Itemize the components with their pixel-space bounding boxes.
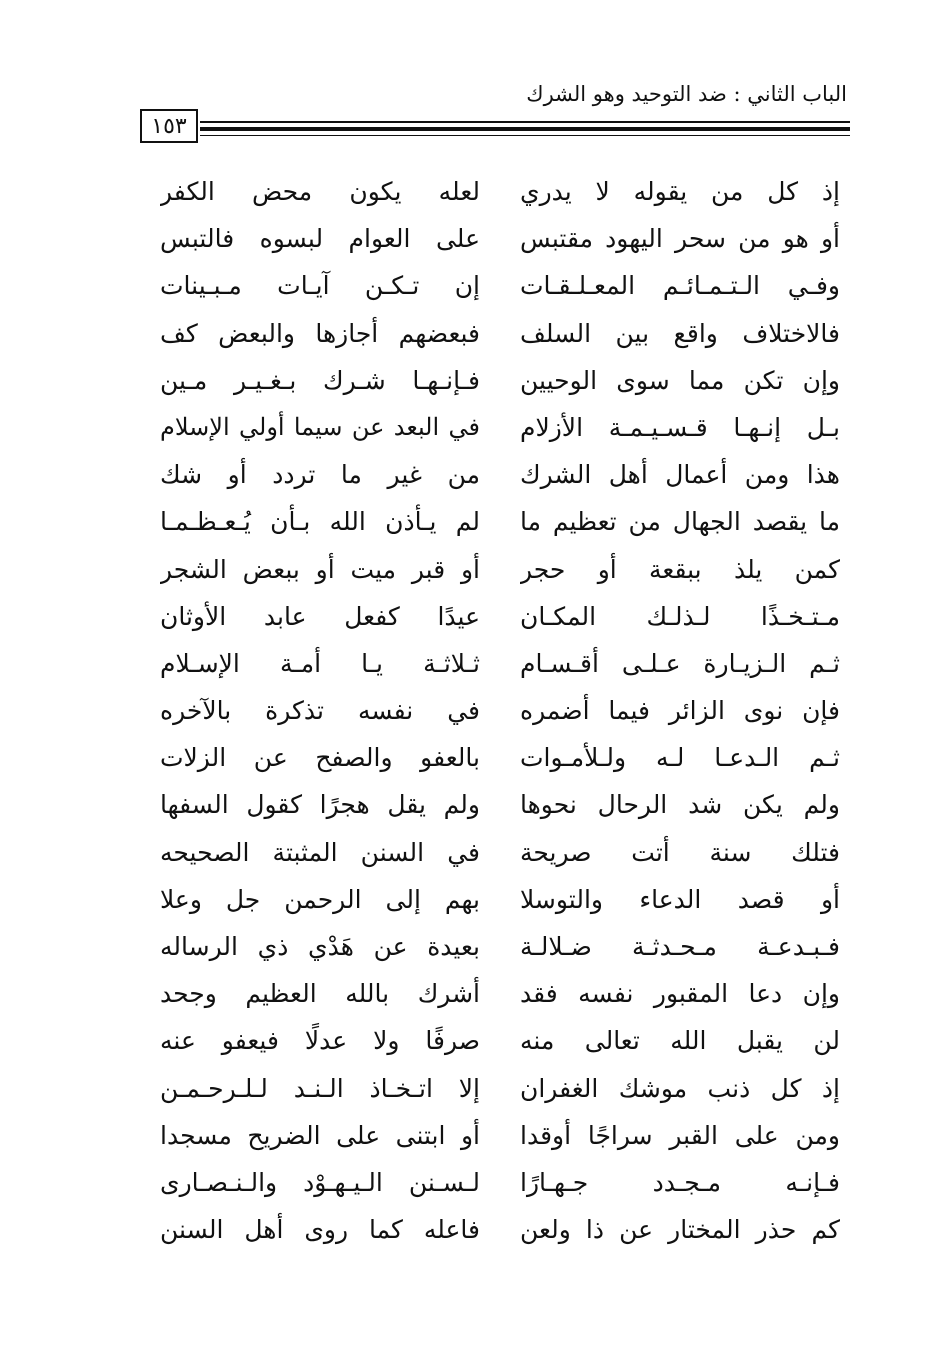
verse-first-hemistich: ولم يكن شد الرحال نحوها: [520, 790, 840, 820]
verse-first-hemistich: ثـم الـدعـا لـه ولـلأمـوات: [520, 743, 840, 773]
verse-first-hemistich: كمن يلذ ببقعة أو حجر: [520, 554, 840, 584]
verse-second-hemistich: بعيدة عن هَدْي ذي الرساله: [160, 932, 480, 961]
verse-second-hemistich: في السنن المثبتة الصحيحه: [160, 837, 480, 867]
verse-second-hemistich: إلا اتـخـاذ الـنـد لـلـرحـمـن: [160, 1073, 480, 1103]
verse-first-hemistich: إذ كل ذنب موشك الغفران: [520, 1073, 840, 1103]
verse-first-hemistich: أو قصد الدعاء والتوسلا: [520, 884, 840, 914]
verse-first-hemistich: ثـم الـزيـارة عـلـى أقـسـام: [520, 648, 840, 678]
verse-first-hemistich: ما يقصد الجهال من تعظيم ما: [520, 507, 840, 537]
verse-second-hemistich: ولم يقل هجرًا كقول السفها: [160, 790, 480, 820]
verse-first-hemistich: وإن دعا المقبور نفسه فقد: [520, 979, 840, 1009]
page-number: ١٥٣: [140, 109, 198, 143]
verse-row: [150, 404, 850, 451]
verse-second-hemistich: بالعفو والصفح عن الزلات: [160, 743, 480, 773]
verse-row: [150, 262, 850, 309]
verse-second-hemistich: لعله يكون محض الكفر: [160, 177, 480, 206]
verse-row: [150, 546, 850, 593]
verse-row: [150, 215, 850, 262]
verse-second-hemistich: فاعله كما روى أهل السنن: [160, 1215, 480, 1245]
verse-first-hemistich: أو هو من سحر اليهود مقتبس: [520, 224, 840, 254]
verse-first-hemistich: مـتـخـذًا لـذلـك المكـان: [520, 601, 840, 631]
verse-row: [150, 593, 850, 640]
header-rule-thick: [200, 127, 850, 131]
verse-row: [150, 781, 850, 828]
verse-second-hemistich: بهم إلى الرحمن جل وعلا: [160, 884, 480, 914]
verse-row: [150, 876, 850, 923]
verse-first-hemistich: فـإنـه مـجـدد جـهـارًا: [520, 1167, 840, 1197]
verse-second-hemistich: أشرك بالله العظيم وجحد: [160, 979, 480, 1009]
poem-verses: [150, 168, 850, 1253]
verse-row: [150, 1159, 850, 1206]
verse-second-hemistich: إن تـكـن آيـات مـبـينات: [160, 271, 480, 301]
verse-second-hemistich: لـسـنن الـيـهـوْد والـنـصـارى: [160, 1167, 480, 1197]
verse-second-hemistich: من غير ما تردد أو شك: [160, 460, 480, 490]
chapter-title: الباب الثاني : ضد التوحيد وهو الشرك: [526, 82, 847, 106]
verse-second-hemistich: لم يـأذن الله بـأن يُـعـظـمـا: [160, 507, 480, 537]
verse-first-hemistich: فـبـدعـة مـحـدثـة ضـلالـة: [520, 932, 840, 961]
verse-first-hemistich: إذ كل من يقوله لا يدري: [520, 177, 840, 206]
verse-row: [150, 970, 850, 1017]
verse-row: [150, 1065, 850, 1112]
verse-row: [150, 829, 850, 876]
verse-row: [150, 1112, 850, 1159]
header-rule-top: [200, 121, 850, 123]
verse-row: [150, 734, 850, 781]
verse-row: [150, 1206, 850, 1253]
verse-second-hemistich: أو ابتنى على الضريح مسجدا: [160, 1120, 480, 1150]
verse-second-hemistich: عيدًا كفعل عابد الأوثان: [160, 601, 480, 631]
verse-second-hemistich: فبعضهم أجازها والبعض كف: [160, 318, 480, 348]
verse-second-hemistich: فـإنـهـا شـرك بـغـيـر مـين: [160, 365, 480, 395]
header-rule-bottom: [200, 135, 850, 136]
verse-first-hemistich: وإن تكن مما سوى الوحيين: [520, 365, 840, 395]
verse-row: [150, 1017, 850, 1064]
verse-first-hemistich: كم حذر المختار عن ذا ولعن: [520, 1215, 840, 1245]
verse-second-hemistich: أو قبر ميت أو ببعض الشجر: [160, 554, 480, 584]
verse-first-hemistich: بـل إنـهـا قـسـيـمـة الأزلام: [520, 412, 840, 442]
verse-first-hemistich: لن يقبل الله تعالى منه: [520, 1026, 840, 1056]
verse-second-hemistich: في نفسه تذكرة بالآخره: [160, 696, 480, 726]
verse-first-hemistich: ومن على القبر سراجًا أوقدا: [520, 1120, 840, 1150]
verse-row: [150, 451, 850, 498]
verse-row: [150, 168, 850, 215]
verse-second-hemistich: على العوام لبسوه فالتبس: [160, 224, 480, 254]
verse-row: [150, 310, 850, 357]
verse-first-hemistich: هذا ومن أعمال أهل الشرك: [520, 460, 840, 490]
verse-row: [150, 687, 850, 734]
verse-second-hemistich: صرفًا ولا عدلًا فيعفو عنه: [160, 1026, 480, 1056]
verse-first-hemistich: فتلك سنة أتت صريحة: [520, 837, 840, 867]
verse-first-hemistich: فإن نوى الزائر فيما أضمره: [520, 696, 840, 726]
verse-first-hemistich: وفـي الـتـمـائـم المعـلـقـات: [520, 271, 840, 301]
verse-second-hemistich: ثـلاثـة يـا أمـة الإسـلام: [160, 648, 480, 678]
verse-first-hemistich: فالاختلاف واقع بين السلف: [520, 318, 840, 348]
verse-row: [150, 357, 850, 404]
verse-second-hemistich: في البعد عن سيما أولي الإسلام: [160, 412, 480, 441]
verse-row: [150, 498, 850, 545]
verse-row: [150, 640, 850, 687]
verse-row: [150, 923, 850, 970]
